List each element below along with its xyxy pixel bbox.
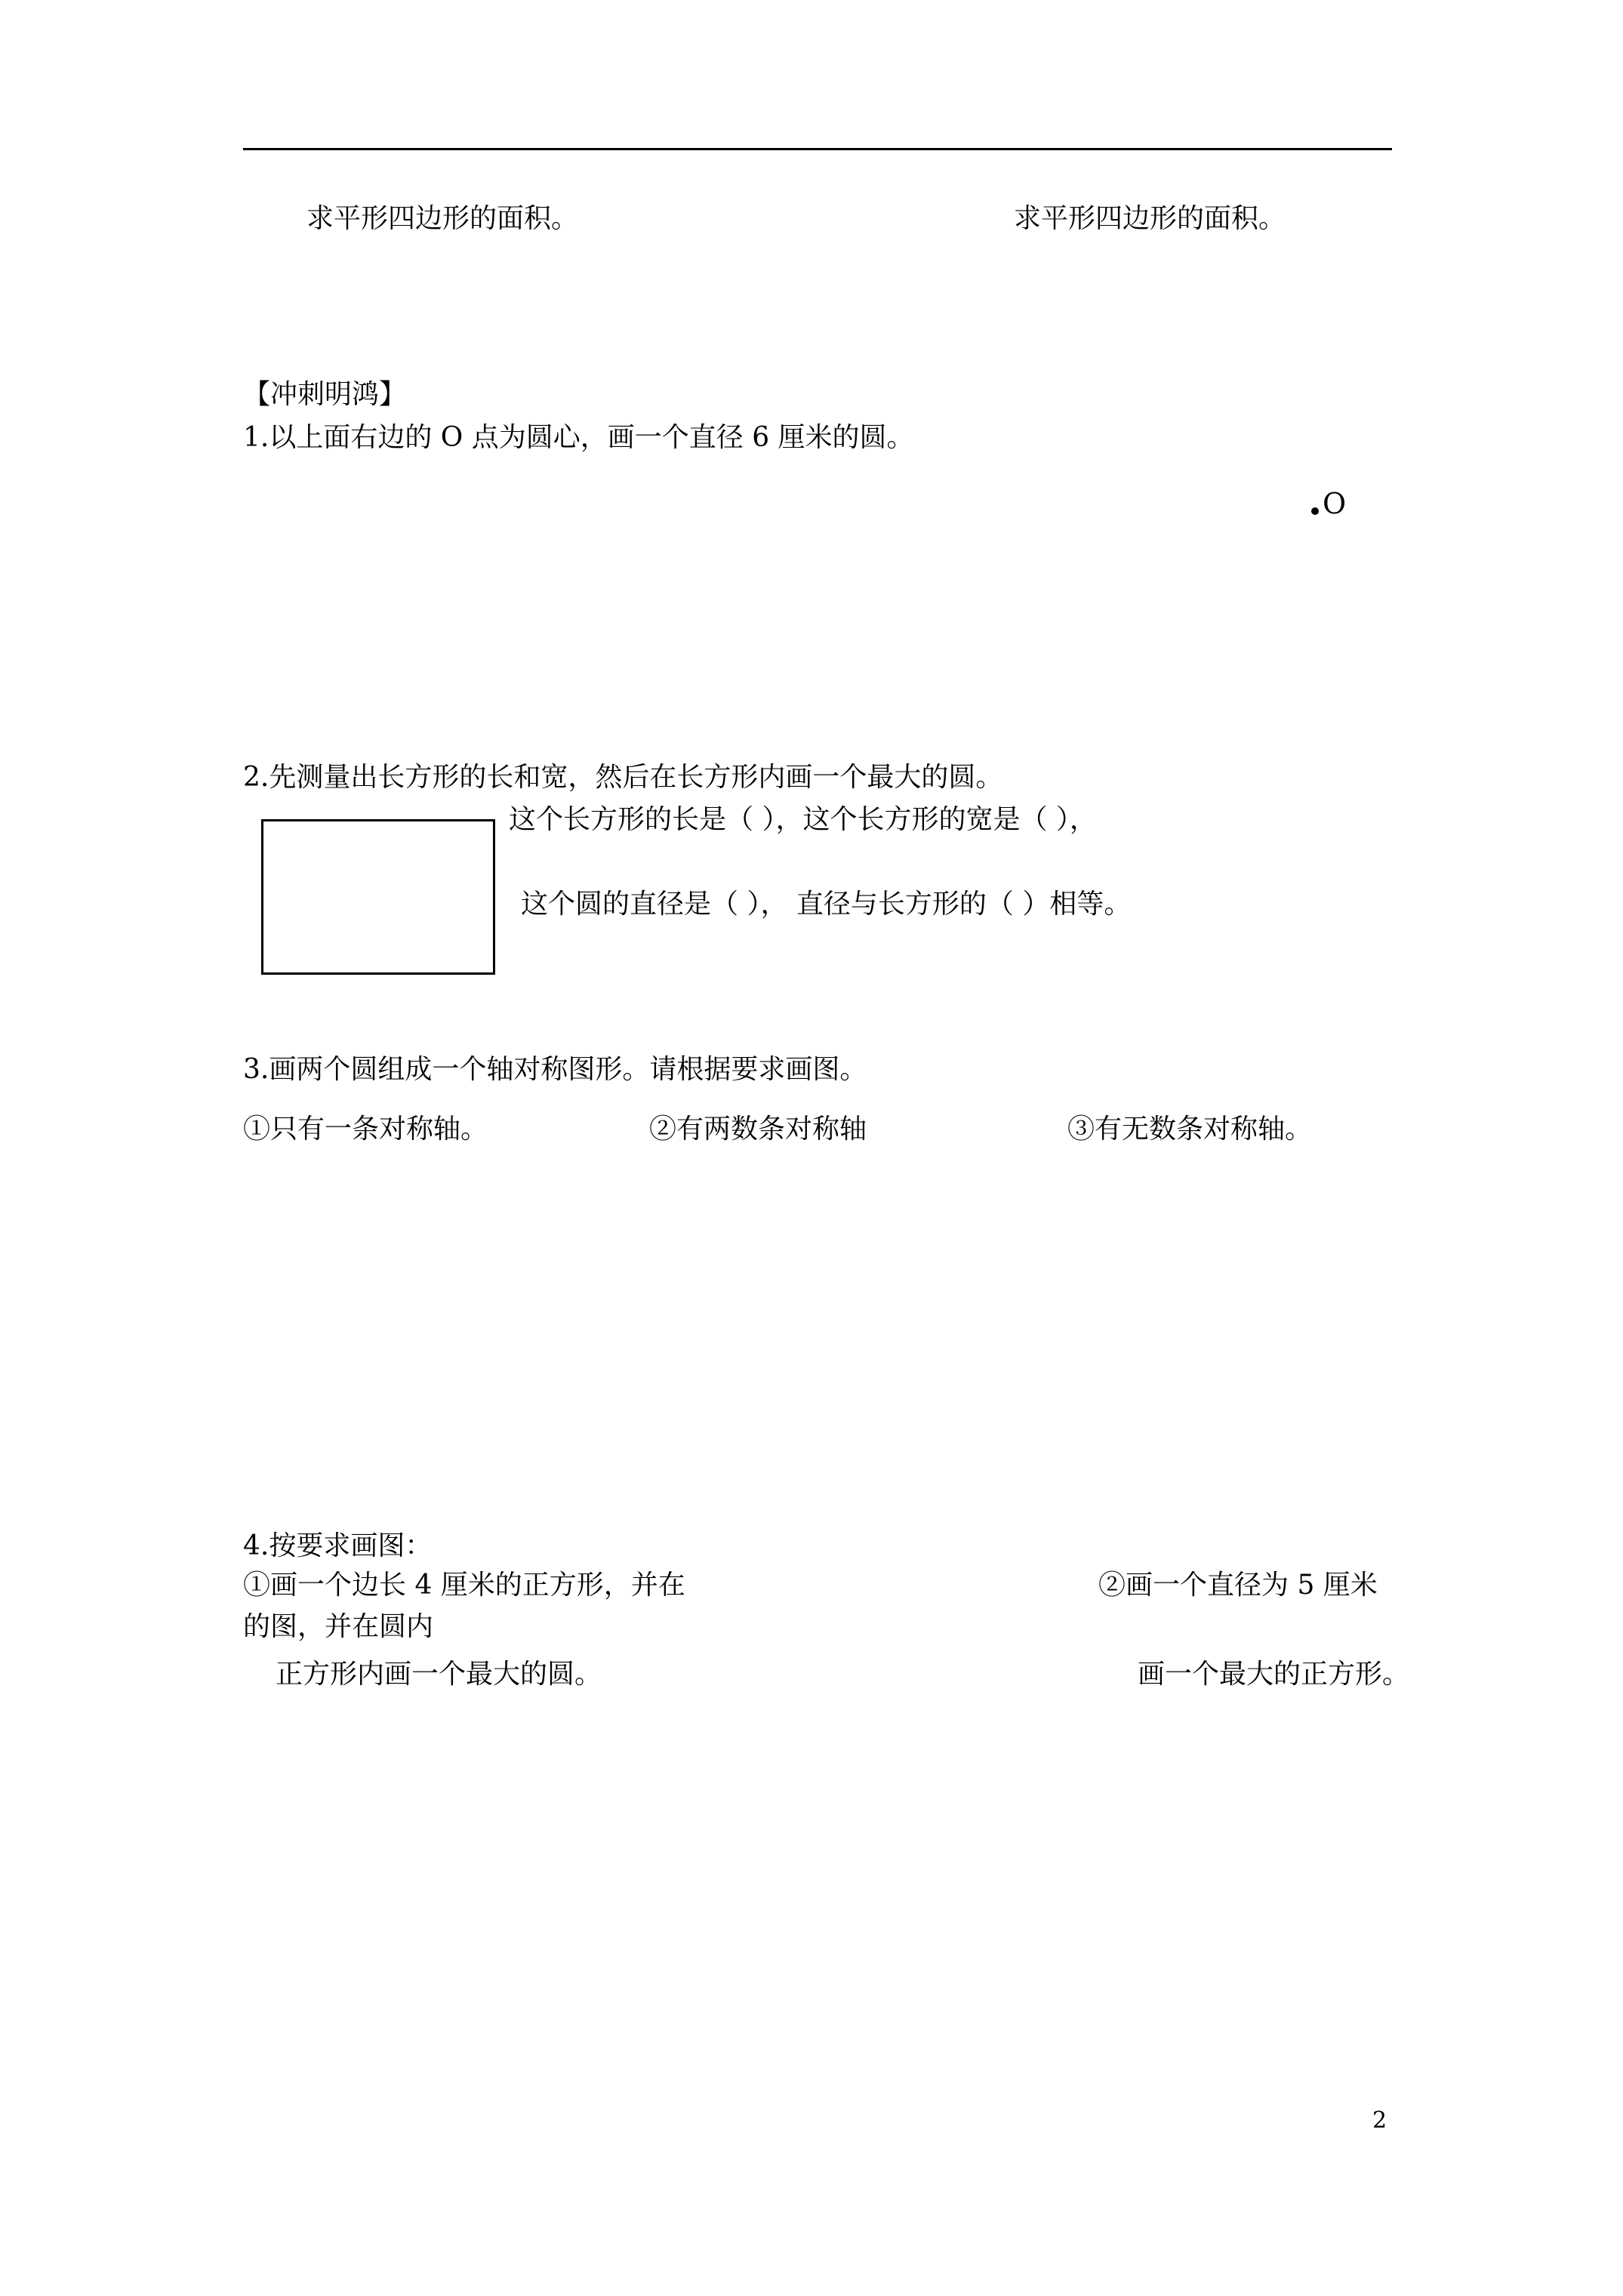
question-4-right-line-2: 画一个最大的正方形。	[1138, 1659, 1410, 1690]
question-2: 2.先测量出长方形的长和宽，然后在长方形内画一个最大的圆。	[243, 762, 1003, 793]
rectangle-figure	[261, 819, 495, 975]
prev-left-prompt: 求平形四边形的面积。	[306, 203, 579, 234]
question-2-line-1: 这个长方形的长是（ ），这个长方形的宽是（ ），	[509, 804, 1097, 835]
question-2-line-2: 这个圆的直径是（ ）， 直径与长方形的（ ）相等。	[521, 889, 1132, 920]
page-number: 2	[1372, 2107, 1387, 2134]
question-3: 3.画两个圆组成一个轴对称图形。请根据要求画图。	[243, 1054, 867, 1085]
question-3-option-2: ②有两数条对称轴	[649, 1114, 867, 1145]
question-3-option-3: ③有无数条对称轴。	[1067, 1114, 1313, 1145]
question-4-left-line-1: ①画一个边长 4 厘米的正方形，并在	[243, 1570, 685, 1601]
center-point-dot	[1311, 507, 1319, 515]
question-4: 4.按要求画图：	[243, 1530, 433, 1561]
prev-right-prompt: 求平形四边形的面积。	[1014, 203, 1286, 234]
header-rule	[243, 148, 1392, 150]
question-4-left-line-2: 正方形内画一个最大的圆。	[276, 1659, 602, 1690]
section-title: 【冲刺明鸿】	[243, 379, 407, 410]
question-4-mid-line: 的图，并在圆内	[243, 1611, 434, 1642]
center-point-label: O	[1323, 487, 1347, 520]
question-1: 1.以上面右边的 O 点为圆心，画一个直径 6 厘米的圆。	[243, 422, 914, 453]
question-4-right-line-1: ②画一个直径为 5 厘米	[1098, 1570, 1378, 1601]
question-3-option-1: ①只有一条对称轴。	[243, 1114, 488, 1145]
